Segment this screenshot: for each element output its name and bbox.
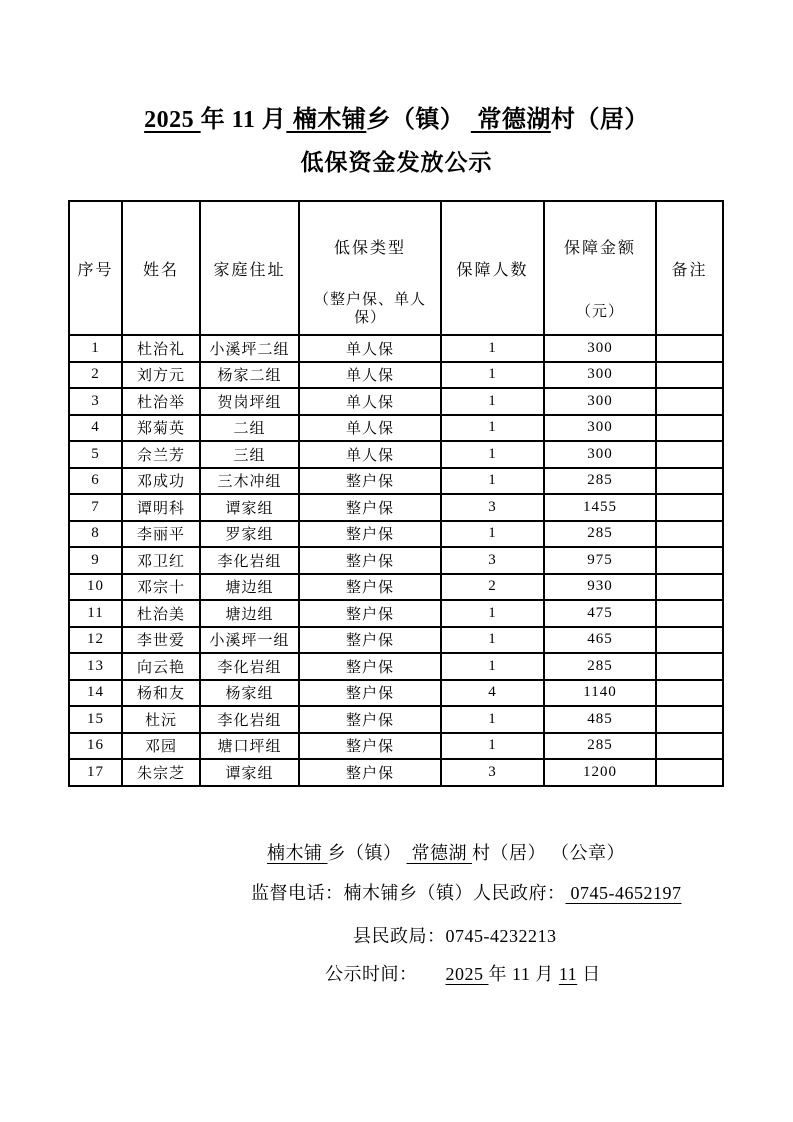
col-header-count: 保障人数 [441,201,544,335]
table-cell: 杜治举 [122,388,200,415]
table-row [69,547,723,574]
table-cell: 邓成功 [122,468,200,495]
table-row [69,415,723,442]
table-cell: 285 [544,521,656,548]
table-cell: 3 [441,494,544,521]
table-cell [656,521,723,548]
table-cell: 1 [441,521,544,548]
document-title [0,99,793,134]
table-cell: 3 [441,759,544,786]
table-cell [656,600,723,627]
table-cell: 李丽平 [122,521,200,548]
table-cell: 单人保 [299,415,441,442]
amount-header-sub: （元） [575,304,624,320]
table-cell: 17 [69,759,122,786]
table-row [69,362,723,389]
footer-township: 楠木铺 [267,843,328,863]
table-cell [656,706,723,733]
table-cell: 刘方元 [122,362,200,389]
table-cell: 3 [69,388,122,415]
table-row [69,494,723,521]
table-cell: 向云艳 [122,653,200,680]
table-row [69,759,723,786]
table-cell: 300 [544,441,656,468]
table-cell: 整户保 [299,521,441,548]
table-cell: 1140 [544,680,656,707]
col-header-index: 序号 [69,201,122,335]
table-cell [656,574,723,601]
table-cell: 单人保 [299,362,441,389]
table-cell: 15 [69,706,122,733]
table-cell: 1 [441,388,544,415]
table-cell: 5 [69,441,122,468]
col-header-type [299,201,441,335]
type-header-content [300,203,440,333]
table-cell: 整户保 [299,653,441,680]
table-cell: 整户保 [299,759,441,786]
table-cell: 14 [69,680,122,707]
table-cell: 整户保 [299,574,441,601]
table-cell: 1 [441,706,544,733]
col-header-name: 姓名 [122,201,200,335]
table-cell [656,468,723,495]
publicity-day-suffix: 日 [577,964,601,984]
table-cell: 285 [544,468,656,495]
publicity-month-text: 年 11 月 [488,964,559,984]
table-cell: 小溪坪一组 [200,627,299,654]
benefits-table [68,200,724,787]
title-village: 常德湖 [470,107,551,133]
footer-village-suffix: 村（居） （公章） [472,843,625,863]
publicity-year: 2025 [445,964,489,984]
table-cell [656,388,723,415]
table-cell: 单人保 [299,441,441,468]
table-cell: 李化岩组 [200,706,299,733]
table-cell: 11 [69,600,122,627]
table-cell: 475 [544,600,656,627]
table-cell: 整户保 [299,468,441,495]
table-row [69,521,723,548]
table-row [69,388,723,415]
title-township: 楠木铺 [286,107,367,133]
table-cell: 整户保 [299,600,441,627]
table-cell [656,759,723,786]
table-cell: 1 [441,653,544,680]
type-header-label: 低保类型 [333,240,406,257]
table-cell: 1 [441,627,544,654]
table-cell: 1455 [544,494,656,521]
table-cell: 1 [441,415,544,442]
table-row [69,600,723,627]
title-township-suffix: 乡（镇） [366,107,471,133]
supervision-phone-label: 监督电话：楠木铺乡（镇）人民政府： [251,883,566,903]
table-cell: 2 [441,574,544,601]
table-cell: 930 [544,574,656,601]
table-row [69,335,723,362]
table-cell: 李化岩组 [200,547,299,574]
table-cell: 3 [441,547,544,574]
table-cell: 谭家组 [200,759,299,786]
table-row [69,574,723,601]
table-cell: 10 [69,574,122,601]
table-cell: 整户保 [299,733,441,760]
table-cell: 1 [441,600,544,627]
table-cell: 1 [441,441,544,468]
table-cell [656,441,723,468]
table-header-row [69,201,723,335]
table-cell: 三木冲组 [200,468,299,495]
table-cell: 8 [69,521,122,548]
title-year: 2025 [144,107,201,133]
amount-header-label: 保障金额 [563,240,636,257]
table-cell: 6 [69,468,122,495]
table-cell: 郑菊英 [122,415,200,442]
footer-publicity-date-line [325,963,601,985]
table-cell: 邓卫红 [122,547,200,574]
footer-supervision-phone-line [251,882,682,904]
table-cell [656,733,723,760]
table-cell: 邓园 [122,733,200,760]
table-cell: 二组 [200,415,299,442]
table-cell [656,415,723,442]
table-cell: 整户保 [299,680,441,707]
title-village-suffix: 村（居） [550,107,649,133]
table-cell: 整户保 [299,494,441,521]
table-cell: 1 [69,335,122,362]
table-row [69,468,723,495]
footer-seal-line [267,842,625,864]
col-header-amount [544,201,656,335]
table-cell: 9 [69,547,122,574]
table-cell: 三组 [200,441,299,468]
table-cell: 贺岗坪组 [200,388,299,415]
table-cell: 单人保 [299,388,441,415]
table-cell: 罗家组 [200,521,299,548]
table-cell: 300 [544,335,656,362]
footer-township-suffix: 乡（镇） [327,843,407,863]
table-cell: 2 [69,362,122,389]
publicity-date-label: 公示时间： [325,964,418,984]
table-cell: 整户保 [299,547,441,574]
col-header-remark: 备注 [656,201,723,335]
publicity-day: 11 [558,964,578,984]
table-cell: 1 [441,335,544,362]
table-cell: 李世爱 [122,627,200,654]
table-cell [656,627,723,654]
table-cell: 整户保 [299,706,441,733]
table-cell [656,547,723,574]
table-cell: 465 [544,627,656,654]
table-cell: 300 [544,362,656,389]
table-cell: 谭明科 [122,494,200,521]
table-row [69,441,723,468]
table-body [69,335,723,786]
table-cell [656,494,723,521]
table-cell: 4 [69,415,122,442]
footer-village: 常德湖 [406,843,472,863]
table-cell: 杜沅 [122,706,200,733]
table-cell: 485 [544,706,656,733]
table-cell [656,653,723,680]
supervision-phone-number: 0745-4652197 [565,883,682,903]
table-cell: 杜治美 [122,600,200,627]
col-header-address: 家庭住址 [200,201,299,335]
table-cell: 杜治礼 [122,335,200,362]
table-cell: 13 [69,653,122,680]
table-cell: 285 [544,733,656,760]
table-cell: 1200 [544,759,656,786]
table-row [69,627,723,654]
table-cell: 单人保 [299,335,441,362]
type-header-sub: （整户保、单人保） [313,292,426,326]
table-cell: 7 [69,494,122,521]
table-cell: 杨和友 [122,680,200,707]
table-cell: 塘边组 [200,600,299,627]
table-cell: 975 [544,547,656,574]
table-cell: 佘兰芳 [122,441,200,468]
table-cell: 塘边组 [200,574,299,601]
table-cell: 12 [69,627,122,654]
table-row [69,733,723,760]
table-cell: 朱宗芝 [122,759,200,786]
table-cell: 1 [441,468,544,495]
table-cell: 285 [544,653,656,680]
table-row [69,680,723,707]
table-cell [656,680,723,707]
amount-header-content [545,203,655,333]
table-cell [656,362,723,389]
title-date-text: 年 11 月 [200,107,287,133]
table-cell: 邓宗十 [122,574,200,601]
table-cell: 16 [69,733,122,760]
footer-civil-affairs-line: 县民政局：0745-4232213 [353,926,557,946]
table-cell: 谭家组 [200,494,299,521]
table-cell: 1 [441,733,544,760]
table-cell: 300 [544,415,656,442]
table-cell: 1 [441,362,544,389]
table-row [69,706,723,733]
table-cell: 300 [544,388,656,415]
table-cell: 杨家二组 [200,362,299,389]
document-subtitle: 低保资金发放公示 [300,150,493,175]
table-cell: 李化岩组 [200,653,299,680]
table-cell: 塘口坪组 [200,733,299,760]
table-cell: 杨家组 [200,680,299,707]
table-row [69,653,723,680]
table-cell [656,335,723,362]
table-cell: 4 [441,680,544,707]
table-cell: 小溪坪二组 [200,335,299,362]
table-cell: 整户保 [299,627,441,654]
